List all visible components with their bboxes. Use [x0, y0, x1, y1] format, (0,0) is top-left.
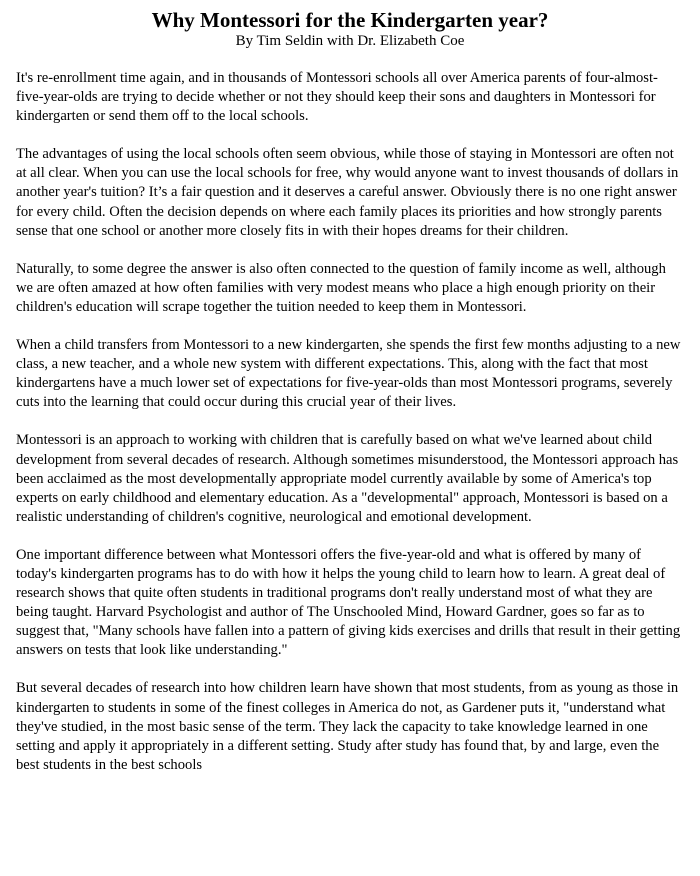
article-title: Why Montessori for the Kindergarten year? [151, 8, 549, 32]
article [16, 8, 684, 794]
article-paragraph: One important difference between what Montessori offers the five-year-old and what is offered by many of today's kindergarten programs has to do with how it helps the young child to learn how to learn. A great deal of research shows that quite often students in traditional programs don't really understand most of what they are being taught. Harvard Psychologist and author of The Unschooled Mind, Howard Gardner, goes so far as to suggest that, "Many schools have fallen into a pattern of giving kids exercises and drills that result in their getting answers on tests that look like understanding." [16, 546, 681, 659]
article-paragraph: But several decades of research into how children learn have shown that most students, from as young as those in kindergarten to students in some of the finest colleges in America do not, as Gardener puts it, "understand what they've studied, in the most basic sense of the term. They lack the capacity to take knowledge learned in one setting and apply it appropriately in a different setting. Study after study has found that, by and large, even the best students in the best schools [16, 680, 679, 773]
article-paragraph: It's re-enrollment time again, and in thousands of Montessori schools all over America parents of four-almost-five-year-olds are trying to decide whether or not they should keep their sons and daughters in Montessori for kindergarten or send them off to the local schools. [16, 70, 658, 125]
article-byline: By Tim Seldin with Dr. Elizabeth Coe [235, 33, 465, 49]
article-paragraph: When a child transfers from Montessori to a new kindergarten, she spends the first few months adjusting to a new class, a new teacher, and a whole new system with different expectations. This, along with the fact that most kindergartens have a much lower set of expectations for five-year-olds than most Montessori programs, severely cuts into the learning that could occur during this crucial year of their lives. [16, 337, 681, 411]
article-paragraph: Naturally, to some degree the answer is also often connected to the question of family income as well, although we are often amazed at how often families with very modest means who place a high enough priority on their children's education will scrape together the tuition needed to keep them in Montessori. [16, 260, 666, 315]
article-paragraph: Montessori is an approach to working with children that is carefully based on what we've learned about child development from several decades of research. Although sometimes misunderstood, the Montessori approach has been acclaimed as the most developmentally appropriate model currently available by some of America's top experts on early childhood and elementary education. As a "developmental" approach, Montessori is based on a realistic understanding of children's cognitive, neurological and emotional development. [16, 432, 679, 525]
article-paragraph: The advantages of using the local schools often seem obvious, while those of staying in Montessori are often not at all clear. When you can use the local schools for free, why would anyone want to invest thousands of dollars in another year's tuition? It’s a fair question and it deserves a careful answer. Obviously there is no one right answer for every child. Often the decision depends on where each family places its priorities and how strongly parents sense that one school or another more closely fits in with their hopes dreams for their children. [16, 146, 679, 239]
